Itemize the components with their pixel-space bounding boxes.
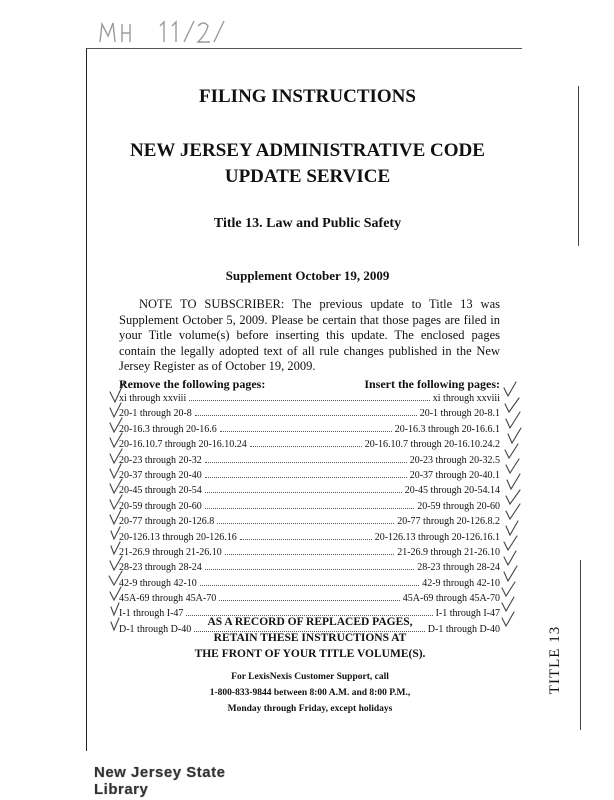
publication-name-line-2: UPDATE SERVICE — [224, 166, 391, 187]
list-item — [119, 515, 500, 530]
list-item — [119, 546, 500, 561]
insert-pages: 20-45 through 20-54.14 — [404, 485, 500, 497]
record-notice-line-1: AS A RECORD OF REPLACED PAGES, — [207, 616, 413, 628]
insert-pages: D-1 through D-40 — [427, 623, 500, 635]
remove-column-header: Remove the following pages: — [119, 377, 266, 391]
remove-pages: D-1 through D-40 — [119, 623, 192, 635]
list-item — [119, 392, 500, 407]
list-item — [119, 500, 500, 515]
insert-pages: I-1 through I-47 — [435, 608, 500, 620]
remove-pages: 20-45 through 20-54 — [119, 485, 202, 497]
list-item — [119, 531, 500, 546]
remove-pages: 20-23 through 20-32 — [119, 454, 202, 466]
remove-pages: 20-16.3 through 20-16.6 — [119, 423, 217, 435]
remove-pages: 42-9 through 42-10 — [119, 577, 197, 589]
list-item — [119, 454, 500, 469]
remove-pages: 21-26.9 through 21-26.10 — [119, 546, 222, 558]
leader-dots — [225, 546, 394, 555]
insert-pages: 20-77 through 20-126.8.2 — [397, 516, 500, 528]
insert-pages: 21-26.9 through 21-26.10 — [397, 546, 500, 558]
leader-dots — [195, 407, 417, 416]
leader-dots — [205, 484, 402, 493]
page-title: FILING INSTRUCTIONS — [199, 86, 416, 107]
list-item — [119, 423, 500, 438]
record-notice-line-3: THE FRONT OF YOUR TITLE VOLUME(S). — [194, 648, 426, 660]
list-item — [119, 592, 500, 607]
list-item — [119, 577, 500, 592]
remove-pages: 20-1 through 20-8 — [119, 408, 192, 420]
leader-dots — [219, 592, 400, 601]
leader-dots — [189, 392, 430, 401]
remove-pages: 20-16.10.7 through 20-16.10.24 — [119, 439, 247, 451]
list-item — [119, 438, 500, 453]
record-notice-line-2: RETAIN THESE INSTRUCTIONS AT — [213, 632, 407, 644]
leader-dots — [240, 531, 372, 540]
support-line-1: For LexisNexis Customer Support, call — [231, 672, 389, 682]
remove-pages: 28-23 through 28-24 — [119, 562, 202, 574]
insert-pages: 20-1 through 20-8.1 — [419, 408, 500, 420]
insert-pages: 20-23 through 20-32.5 — [409, 454, 500, 466]
insert-pages: 20-16.3 through 20-16.6.1 — [394, 423, 500, 435]
remove-pages: I-1 through I-47 — [119, 608, 184, 620]
insert-pages: xi through xxviii — [432, 393, 500, 404]
insert-column-header: Insert the following pages: — [364, 377, 500, 391]
support-days: Monday through Friday, except holidays — [227, 704, 393, 714]
library-stamp: New Jersey State Library — [94, 764, 226, 798]
customer-support-info — [140, 669, 480, 717]
remove-pages: 45A-69 through 45A-70 — [119, 593, 217, 605]
leader-dots — [205, 500, 414, 509]
remove-pages: xi through xxviii — [119, 393, 187, 404]
leader-dots — [217, 515, 394, 524]
list-item — [119, 561, 500, 576]
handwritten-stamp-drawing — [98, 18, 228, 46]
title-heading: Title 13. Law and Public Safety — [213, 216, 402, 231]
insert-pages: 28-23 through 28-24 — [417, 562, 500, 574]
title-tab-label: TITLE 13 — [546, 625, 563, 695]
binder-edge-line-bottom — [580, 560, 581, 730]
leader-dots — [220, 423, 392, 432]
insert-pages: 45A-69 through 45A-70 — [402, 593, 500, 605]
leader-dots — [205, 469, 407, 478]
insert-pages: 20-16.10.7 through 20-16.10.24.2 — [364, 439, 500, 451]
support-phone-hours: 1-800-833-9844 between 8:00 A.M. and 8:00 P.M., — [209, 688, 411, 698]
leader-dots — [205, 561, 414, 570]
publication-name-line-1: NEW JERSEY ADMINISTRATIVE CODE — [130, 140, 485, 161]
remove-pages: 20-126.13 through 20-126.16 — [119, 531, 237, 543]
insert-pages: 20-59 through 20-60 — [417, 500, 500, 512]
list-item — [119, 469, 500, 484]
supplement-date: Supplement October 19, 2009 — [225, 268, 390, 283]
binder-edge-line-top — [578, 86, 579, 246]
leader-dots — [205, 454, 407, 463]
list-item — [119, 484, 500, 499]
handwritten-stamp — [98, 18, 228, 46]
remove-pages: 20-37 through 20-40 — [119, 469, 202, 481]
table-headers — [119, 377, 500, 393]
insert-pages: 42-9 through 42-10 — [422, 577, 500, 589]
record-notice — [140, 614, 480, 662]
leader-dots — [250, 438, 362, 447]
insert-pages: 20-126.13 through 20-126.16.1 — [374, 531, 500, 543]
publication-name — [100, 138, 515, 190]
leader-dots — [200, 577, 419, 586]
insert-pages: 20-37 through 20-40.1 — [409, 469, 500, 481]
subscriber-notice: NOTE TO SUBSCRIBER: The previous update to Title 13 was Supplement October 5, 2009. Please be certain that those pages are filed in your Title volume(s) before inserting this update. The enclosed pages contain the legally adopted text of all rule changes published in the New Jersey Register as of October 19, 2009. — [119, 297, 500, 373]
remove-pages: 20-77 through 20-126.8 — [119, 516, 215, 528]
remove-pages: 20-59 through 20-60 — [119, 500, 202, 512]
list-item — [119, 407, 500, 422]
page-list — [119, 392, 500, 638]
